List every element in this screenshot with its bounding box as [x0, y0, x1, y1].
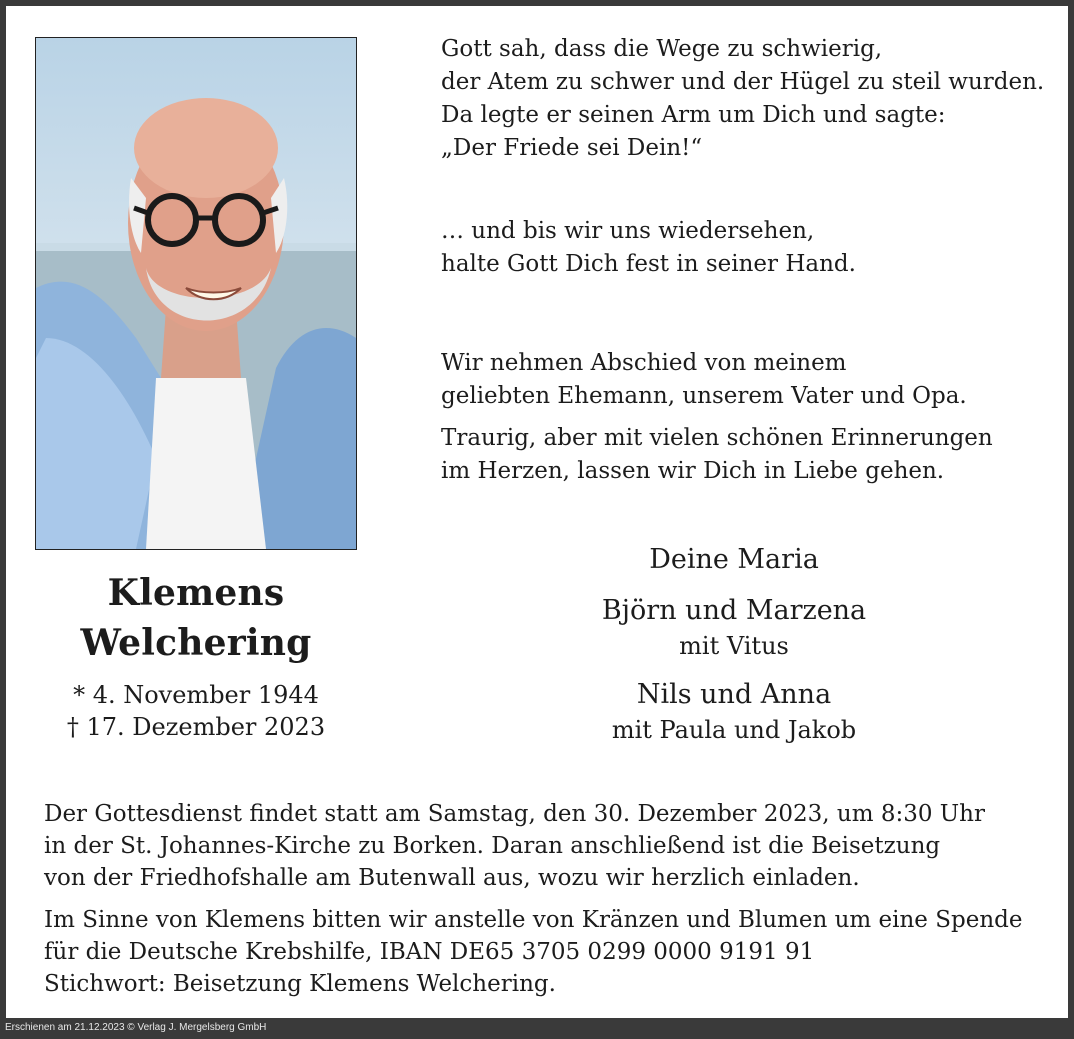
deceased-first-name: Klemens	[107, 572, 285, 614]
poem-line: Da legte er seinen Arm um Dich und sagte:	[441, 102, 946, 128]
memories-line: Traurig, aber mit vielen schönen Erinnerungen	[441, 425, 993, 451]
obituary-card	[6, 6, 1068, 1018]
donation-line: für die Deutsche Krebshilfe, IBAN DE65 3705 0299 0000 9191 91	[44, 939, 815, 965]
deceased-last-name: Welchering	[80, 622, 312, 664]
service-line: in der St. Johannes-Kirche zu Borken. Daran anschließend ist die Beisetzung	[44, 833, 941, 859]
farewell-line: Wir nehmen Abschied von meinem	[441, 350, 847, 376]
signature-wife: Deine Maria	[649, 544, 819, 575]
poem-line: der Atem zu schwer und der Hügel zu steil wurden.	[441, 69, 1045, 95]
signature-family-1: Björn und Marzena	[601, 595, 867, 626]
service-line: Der Gottesdienst findet statt am Samstag, den 30. Dezember 2023, um 8:30 Uhr	[44, 801, 985, 827]
signature-family-2: Nils und Anna	[636, 679, 832, 710]
memories-line: im Herzen, lassen wir Dich in Liebe gehen.	[441, 458, 945, 484]
portrait-illustration	[36, 38, 356, 549]
poem-line: halte Gott Dich fest in seiner Hand.	[441, 251, 856, 277]
poem-line: … und bis wir uns wiedersehen,	[441, 218, 815, 244]
donation-line: Im Sinne von Klemens bitten wir anstelle von Kränzen und Blumen um eine Spende	[44, 907, 1023, 933]
donation-line: Stichwort: Beisetzung Klemens Welchering.	[44, 971, 556, 997]
signature-family-2-children: mit Paula und Jakob	[611, 716, 857, 744]
poem-line: Gott sah, dass die Wege zu schwierig,	[441, 36, 883, 62]
publication-footer: Erschienen am 21.12.2023 © Verlag J. Mergelsberg GmbH	[5, 1022, 267, 1033]
birth-date: * 4. November 1944	[73, 681, 319, 709]
farewell-line: geliebten Ehemann, unserem Vater und Opa.	[441, 383, 967, 409]
service-line: von der Friedhofshalle am Butenwall aus, wozu wir herzlich einladen.	[44, 865, 860, 891]
portrait-photo	[35, 37, 357, 550]
signature-family-1-children: mit Vitus	[679, 632, 789, 660]
poem-line: „Der Friede sei Dein!“	[441, 135, 703, 161]
death-date: † 17. Dezember 2023	[66, 713, 326, 741]
